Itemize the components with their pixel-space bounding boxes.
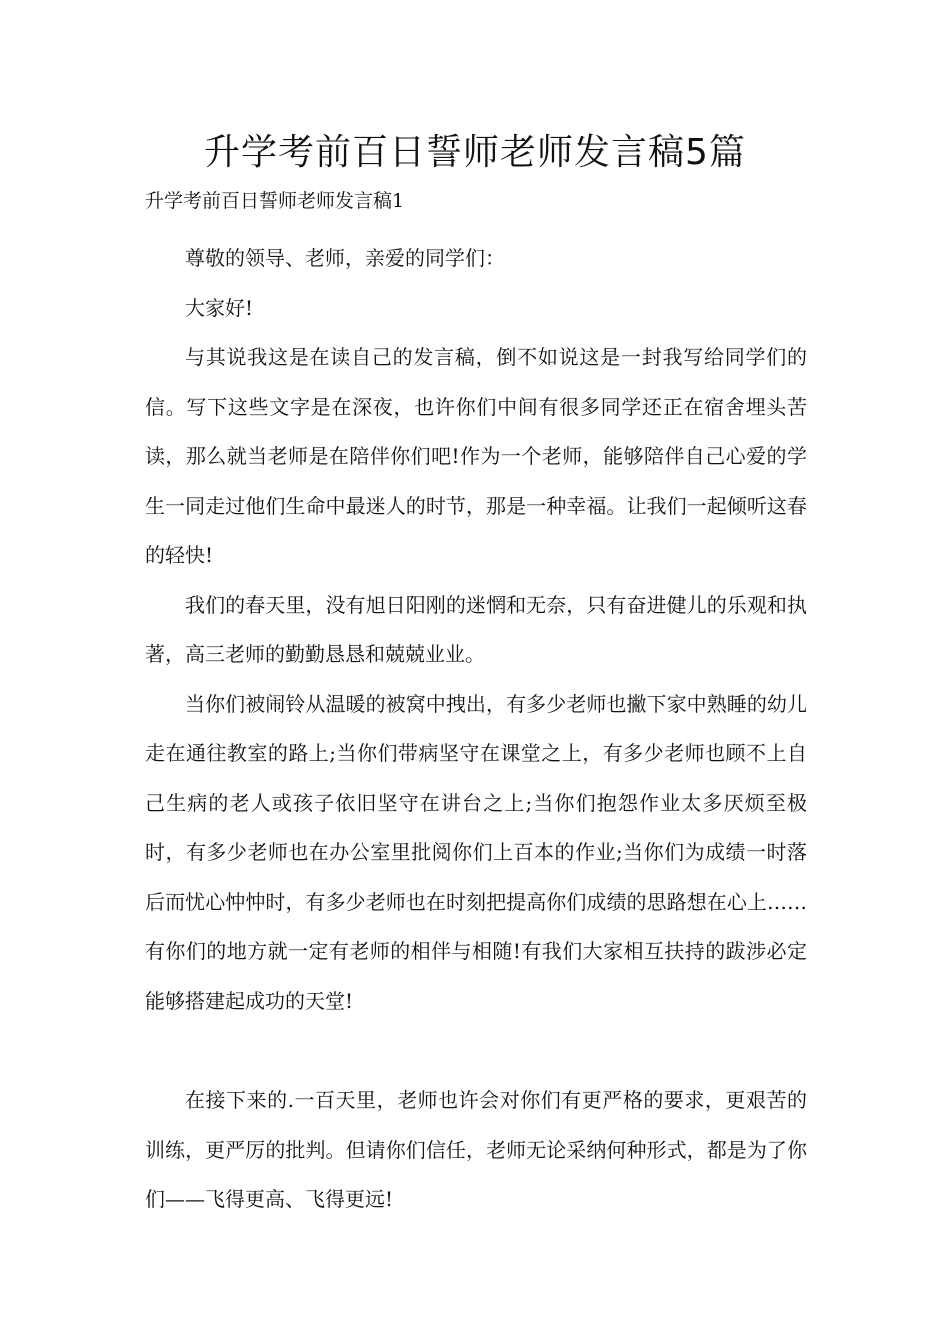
document-body bbox=[145, 234, 807, 1225]
paragraph-spring: 我们的春天里，没有旭日阳刚的迷惘和无奈，只有奋进健儿的乐观和执著，高三老师的勤勤恳恳和兢兢业业。 bbox=[145, 592, 807, 666]
paragraph-greeting: 大家好! bbox=[185, 295, 254, 320]
paragraph-letter: 与其说我这是在读自己的发言稿，倒不如说这是一封我写给同学们的信。写下这些文字是在深夜，也许你们中间有很多同学还正在宿舍埋头苦读，那么就当老师是在陪伴你们吧!作为一个老师，能够陪伴自己心爱的学生一同走过他们生命中最迷人的时节，那是一种幸福。让我们一起倾听这春的轻快! bbox=[145, 345, 807, 567]
paragraph-hundred-days: 在接下来的.一百天里，老师也许会对你们有更严格的要求，更艰苦的训练，更严厉的批判。但请你们信任，老师无论采纳何种形式，都是为了你们——飞得更高、飞得更远! bbox=[145, 1088, 807, 1211]
section-subtitle: 升学考前百日誓师老师发言稿1 bbox=[145, 190, 405, 212]
document-title: 升学考前百日誓师老师发言稿5篇 bbox=[204, 132, 746, 173]
paragraph-teachers: 当你们被闹铃从温暖的被窝中拽出，有多少老师也撇下家中熟睡的幼儿走在通往教室的路上;当你们带病坚守在课堂之上，有多少老师也顾不上自己生病的老人或孩子依旧坚守在讲台之上;当你们抱怨作业太多厌烦至极时，有多少老师也在办公室里批阅你们上百本的作业;当你们为成绩一时落后而忧心忡忡时，有多少老师也在时刻把提高你们成绩的思路想在心上……有你们的地方就一定有老师的相伴与相随!有我们大家相互扶持的跋涉必定能够搭建起成功的天堂! bbox=[145, 691, 807, 1013]
paragraph-salutation: 尊敬的领导、老师，亲爱的同学们： bbox=[185, 246, 505, 270]
